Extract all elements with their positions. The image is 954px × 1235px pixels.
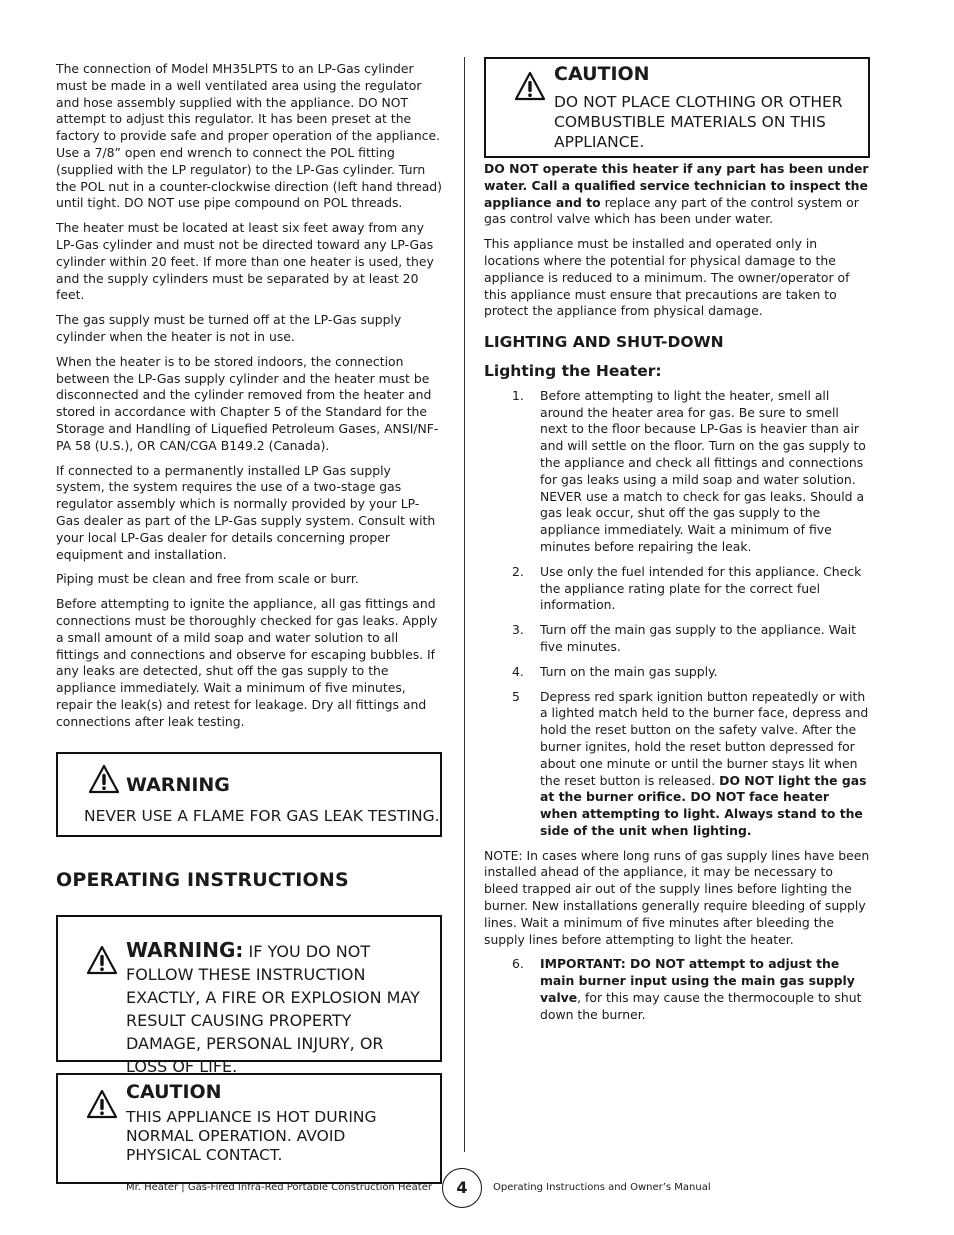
list-item — [484, 689, 870, 840]
page-footer — [0, 1168, 954, 1210]
left-column — [56, 61, 442, 1184]
lighting-steps-list-continued — [484, 956, 870, 1023]
footer-product-title: Mr. Heater | Gas-Fired Infra-Red Portable Construction Heater — [125, 1182, 432, 1193]
step-number: 3. — [512, 622, 524, 638]
step-number: 1. — [512, 387, 524, 403]
warning-title: WARNING — [126, 774, 230, 797]
step-number: 4. — [512, 663, 524, 679]
water-damage-bold: DO NOT operate this heater if any part has been under water. Call a qualified service technician to inspect the appliance and to — [484, 161, 869, 210]
caution-title: CAUTION — [554, 63, 650, 85]
step-number: 2. — [512, 563, 524, 579]
list-item — [484, 956, 870, 1023]
warning-box-leak-test — [56, 752, 442, 837]
paragraph-lp-connection: The connection of Model MH35LPTS to an LP-Gas cylinder must be made in a well ventilated area using the regulator and hose assembly supplied with the appliance. DO NOT attempt to adjust this regulator. It has been preset at the factory to provide safe and proper operation of the appliance. Use a 7/8” open end wrench to connect the POL fitting (supplied with the LP regulator) to the LP-Gas cylinder. Turn the POL nut in a counter-clockwise direction (left hand thread) until tight. DO NOT use pipe compound on POL threads. — [56, 61, 443, 211]
section-heading-operating-instructions: OPERATING INSTRUCTIONS — [56, 869, 349, 892]
column-divider — [464, 57, 465, 1152]
right-column — [484, 57, 870, 1032]
warning-triangle-icon — [86, 945, 118, 975]
lighting-steps-list — [484, 388, 870, 840]
paragraph-piping: Piping must be clean and free from scale or burr. — [56, 571, 359, 587]
warning-triangle-icon — [86, 1089, 118, 1119]
list-item — [484, 622, 870, 656]
caution-body: DO NOT PLACE CLOTHING OR OTHER COMBUSTIBLE MATERIALS ON THIS APPLIANCE. — [554, 93, 843, 151]
step-text: Turn on the main gas supply. — [540, 663, 718, 679]
caution-box-clothing — [484, 57, 870, 158]
step-text: Use only the fuel intended for this appliance. Check the appliance rating plate for the correct fuel information. — [540, 563, 862, 613]
step-text: Before attempting to light the heater, smell all around the heater area for gas. Be sure to smell next to the floor because LP-Gas is heavier than air and will settle on the floor. Turn on the gas supply to the appliance and check all fittings and connections for gas leaks using a mild soap and water solution. NEVER use a match to check for gas leaks. Should a gas leak occur, shut off the gas supply to the appliance immediately. Wait a minimum of five minutes before repairing the leak. — [540, 387, 866, 554]
water-damage-rest: replace any part of the control system or gas control valve which has been under water. — [484, 194, 859, 227]
paragraph-note-bleeding: NOTE: In cases where long runs of gas supply lines have been installed ahead of the appliance, it may be necessary to bleed trapped air out of the supply lines before lighting the burner. New installations generally require bleeding of supply lines. Wait a minimum of five minutes after bleeding the supply lines before attempting to light the heater. — [484, 847, 870, 947]
subheading-lighting-heater: Lighting the Heater: — [484, 361, 662, 380]
heading-lighting-shutdown: LIGHTING AND SHUT-DOWN — [484, 333, 724, 352]
warning-body: NEVER USE A FLAME FOR GAS LEAK TESTING. — [84, 807, 440, 826]
step-text: Turn off the main gas supply to the appliance. Wait five minutes. — [540, 622, 857, 654]
paragraph-permanent-system: If connected to a permanently installed LP Gas supply system, the system requires the use of a two-stage gas regulator assembly which is normally provided by your LP-Gas dealer as part of the LP-Gas supply system. Consult with your local LP-Gas dealer for details concerning proper equipment and installation. — [56, 462, 436, 562]
list-item — [484, 564, 870, 614]
warning-title: WARNING: — [126, 938, 244, 963]
step-warning-bold: DO NOT light the gas at the burner orifice. DO NOT face heater when attempting to light. Always stand to the side of the unit when lighting. — [540, 772, 867, 838]
paragraph-water-damage — [484, 161, 870, 228]
step-number: 5 — [512, 688, 520, 704]
page-number: 4 — [442, 1168, 482, 1208]
step-number: 6. — [512, 956, 524, 972]
caution-body: THIS APPLIANCE IS HOT DURING NORMAL OPERATION. AVOID PHYSICAL CONTACT. — [126, 1108, 377, 1165]
paragraph-heater-location: The heater must be located at least six feet away from any LP-Gas cylinder and must not be directed toward any LP-Gas cylinder within 20 feet. If more than one heater is used, they and the supply cylinders must be separated by at least 20 feet. — [56, 220, 434, 303]
footer-manual-title: Operating Instructions and Owner’s Manual — [493, 1182, 711, 1193]
list-item — [484, 388, 870, 556]
list-item — [484, 664, 870, 681]
paragraph-installation-location: This appliance must be installed and operated only in locations where the potential for physical damage to the appliance is reduced to a minimum. The owner/operator of this appliance must ensure that precautions are taken to protect the appliance from physical damage. — [484, 236, 850, 319]
caution-title: CAUTION — [126, 1081, 222, 1104]
step-text: Depress red spark ignition button repeatedly or with a lighted match held to the burner face, depress and hold the reset button on the safety valve. After the burner ignites, hold the reset button depressed for about one minute or until the burner stays lit when the reset button is released. — [540, 688, 869, 788]
warning-triangle-icon — [88, 764, 120, 794]
warning-text-block — [126, 939, 426, 1078]
paragraph-indoor-storage: When the heater is to be stored indoors, the connection between the LP-Gas supply cylinder and the heater must be disconnected and the cylinder removed from the heater and stored in accordance with Chapter 5 of the Standard for the Storage and Handling of Liquefied Petroleum Gases, ANSI/NF-PA 58 (U.S.), OR CAN/CGA B149.2 (Canada). — [56, 353, 439, 453]
step-important-bold: IMPORTANT: DO NOT attempt to adjust the main burner input using the main gas supply valve — [540, 956, 855, 1006]
warning-triangle-icon — [514, 71, 546, 101]
paragraph-gas-off: The gas supply must be turned off at the LP-Gas supply cylinder when the heater is not in use. — [56, 312, 402, 344]
warning-box-instructions — [56, 915, 442, 1077]
paragraph-leak-check: Before attempting to ignite the appliance, all gas fittings and connections must be thoroughly checked for gas leaks. Apply a small amount of a mild soap and water solution to all fittings and connections and observe for escaping bubbles. If any leaks are detected, shut off the gas supply to the appliance immediately. Wait a minimum of five minutes, repair the leak(s) and retest for leakage. Dry all fittings and connections after leak testing. — [56, 596, 438, 729]
warning-body: IF YOU DO NOT FOLLOW THESE INSTRUCTION EXACTLY, A FIRE OR EXPLOSION MAY RESULT CAUSING PROPERTY DAMAGE, PERSONAL INJURY, OR LOSS OF LIFE. — [126, 942, 420, 1077]
step-text: , for this may cause the thermocouple to shut down the burner. — [540, 990, 862, 1022]
